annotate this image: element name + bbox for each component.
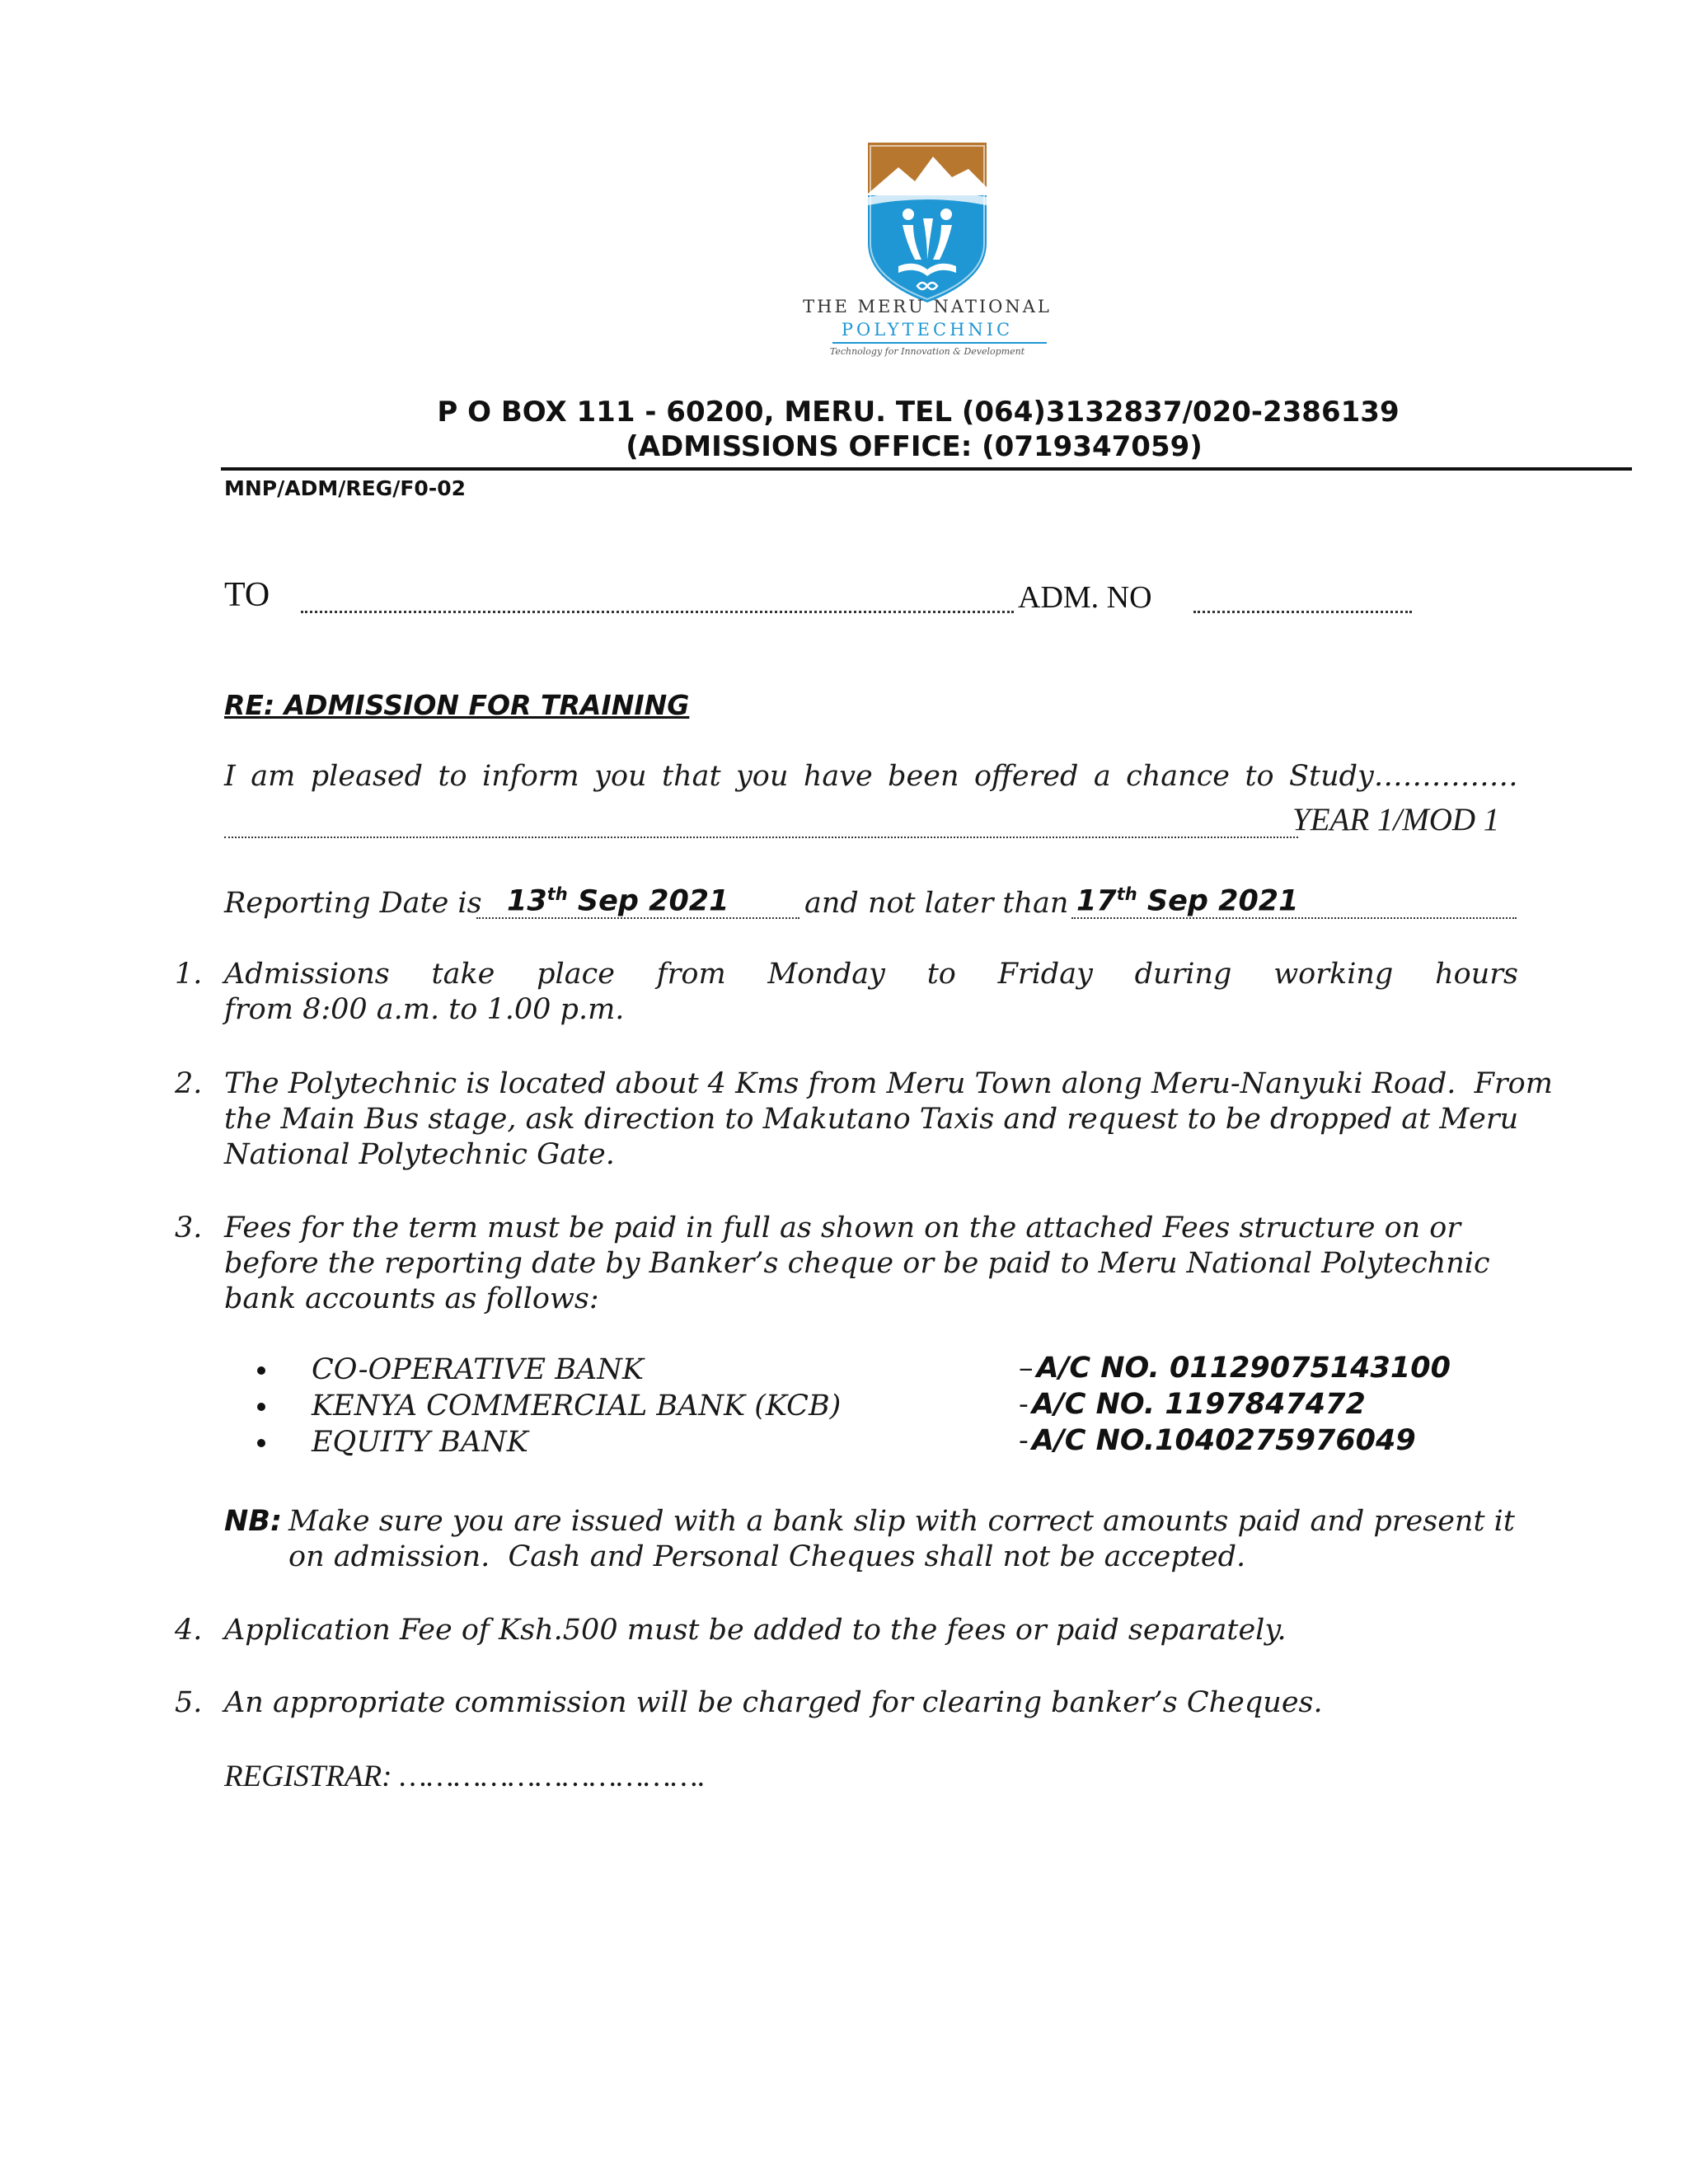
- item-2-line2: the Main Bus stage, ask direction to Makutano Taxis and request to be dropped at Meru: [224, 1103, 1519, 1136]
- item-number: 1.: [175, 958, 203, 991]
- item-number: 3.: [175, 1212, 203, 1244]
- item-3-line1: Fees for the term must be paid in full as shown on the attached Fees structure on or: [224, 1212, 1461, 1244]
- item-number: 5.: [175, 1686, 203, 1719]
- bank-account: - A/C NO.1040275976049: [1019, 1424, 1416, 1457]
- item-2-line1: The Polytechnic is located about 4 Kms from Meru Town along Meru-Nanyuki Road. From: [224, 1067, 1553, 1100]
- late-date-underline: [1071, 917, 1517, 919]
- logo: [783, 136, 1071, 350]
- year-text: YEAR 1/MOD 1: [1292, 802, 1500, 837]
- nb-line1: Make sure you are issued with a bank slip with correct amounts paid and present it: [288, 1505, 1515, 1538]
- header-address: P O BOX 111 - 60200, MERU. TEL (064)3132837/020-2386139: [437, 396, 1400, 429]
- item-number: 4.: [175, 1614, 203, 1647]
- nb-label: NB:: [224, 1505, 282, 1538]
- header-admissions-office: (ADMISSIONS OFFICE: (0719347059): [626, 430, 1203, 463]
- bank-account: – A/C NO. 01129075143100: [1019, 1352, 1451, 1385]
- item-2-line3: National Polytechnic Gate.: [224, 1138, 615, 1171]
- form-code: MNP/ADM/REG/F0-02: [224, 476, 466, 500]
- logo-tagline: Technology for Innovation & Development: [829, 346, 1025, 357]
- bullet-icon: [257, 1403, 265, 1411]
- report-date-underline: [476, 917, 799, 919]
- item-5-line1: An appropriate commission will be charged for clearing banker’s Cheques.: [224, 1686, 1323, 1719]
- to-label: TO: [224, 576, 270, 614]
- study-field[interactable]: [224, 837, 1298, 838]
- bank-account: - A/C NO. 1197847472: [1019, 1388, 1366, 1421]
- bullet-icon: [257, 1366, 265, 1375]
- bullet-icon: [257, 1439, 265, 1447]
- header-rule: [221, 467, 1632, 471]
- registrar-signature-line: REGISTRAR: …………………………….: [224, 1760, 706, 1793]
- subject-heading: RE: ADMISSION FOR TRAINING: [224, 689, 690, 721]
- item-3-line2: before the reporting date by Banker’s cheque or be paid to Meru National Polytechnic: [224, 1247, 1490, 1280]
- report-date: 13th Sep 2021: [507, 884, 729, 918]
- adm-no-field[interactable]: [1193, 611, 1412, 613]
- polytechnic-crest-icon: [783, 136, 1071, 350]
- intro-line: I am pleased to inform you that you have been offered a chance to Study……………: [224, 760, 1518, 793]
- adm-no-label: ADM. NO: [1018, 580, 1152, 615]
- logo-rule: [832, 342, 1047, 344]
- logo-line1: THE MERU NATIONAL: [803, 297, 1052, 316]
- bank-name: KENYA COMMERCIAL BANK (KCB): [312, 1390, 842, 1422]
- item-1-line1: Admissions take place from Monday to Friday during working hours: [224, 958, 1518, 991]
- to-field[interactable]: [301, 611, 1014, 613]
- item-4-line1: Application Fee of Ksh.500 must be added to the fees or paid separately.: [224, 1614, 1287, 1647]
- item-3-line3: bank accounts as follows:: [224, 1282, 599, 1315]
- bank-name: CO-OPERATIVE BANK: [312, 1353, 644, 1386]
- late-date: 17th Sep 2021: [1076, 884, 1299, 918]
- item-number: 2.: [175, 1067, 203, 1100]
- reporting-prefix: Reporting Date is: [224, 887, 482, 920]
- bank-name: EQUITY BANK: [312, 1426, 528, 1459]
- and-not-later: and not later than: [804, 887, 1069, 920]
- logo-line2: POLYTECHNIC: [841, 320, 1014, 340]
- item-1-line2: from 8:00 a.m. to 1.00 p.m.: [224, 993, 625, 1026]
- nb-line2: on admission. Cash and Personal Cheques shall not be accepted.: [288, 1540, 1246, 1573]
